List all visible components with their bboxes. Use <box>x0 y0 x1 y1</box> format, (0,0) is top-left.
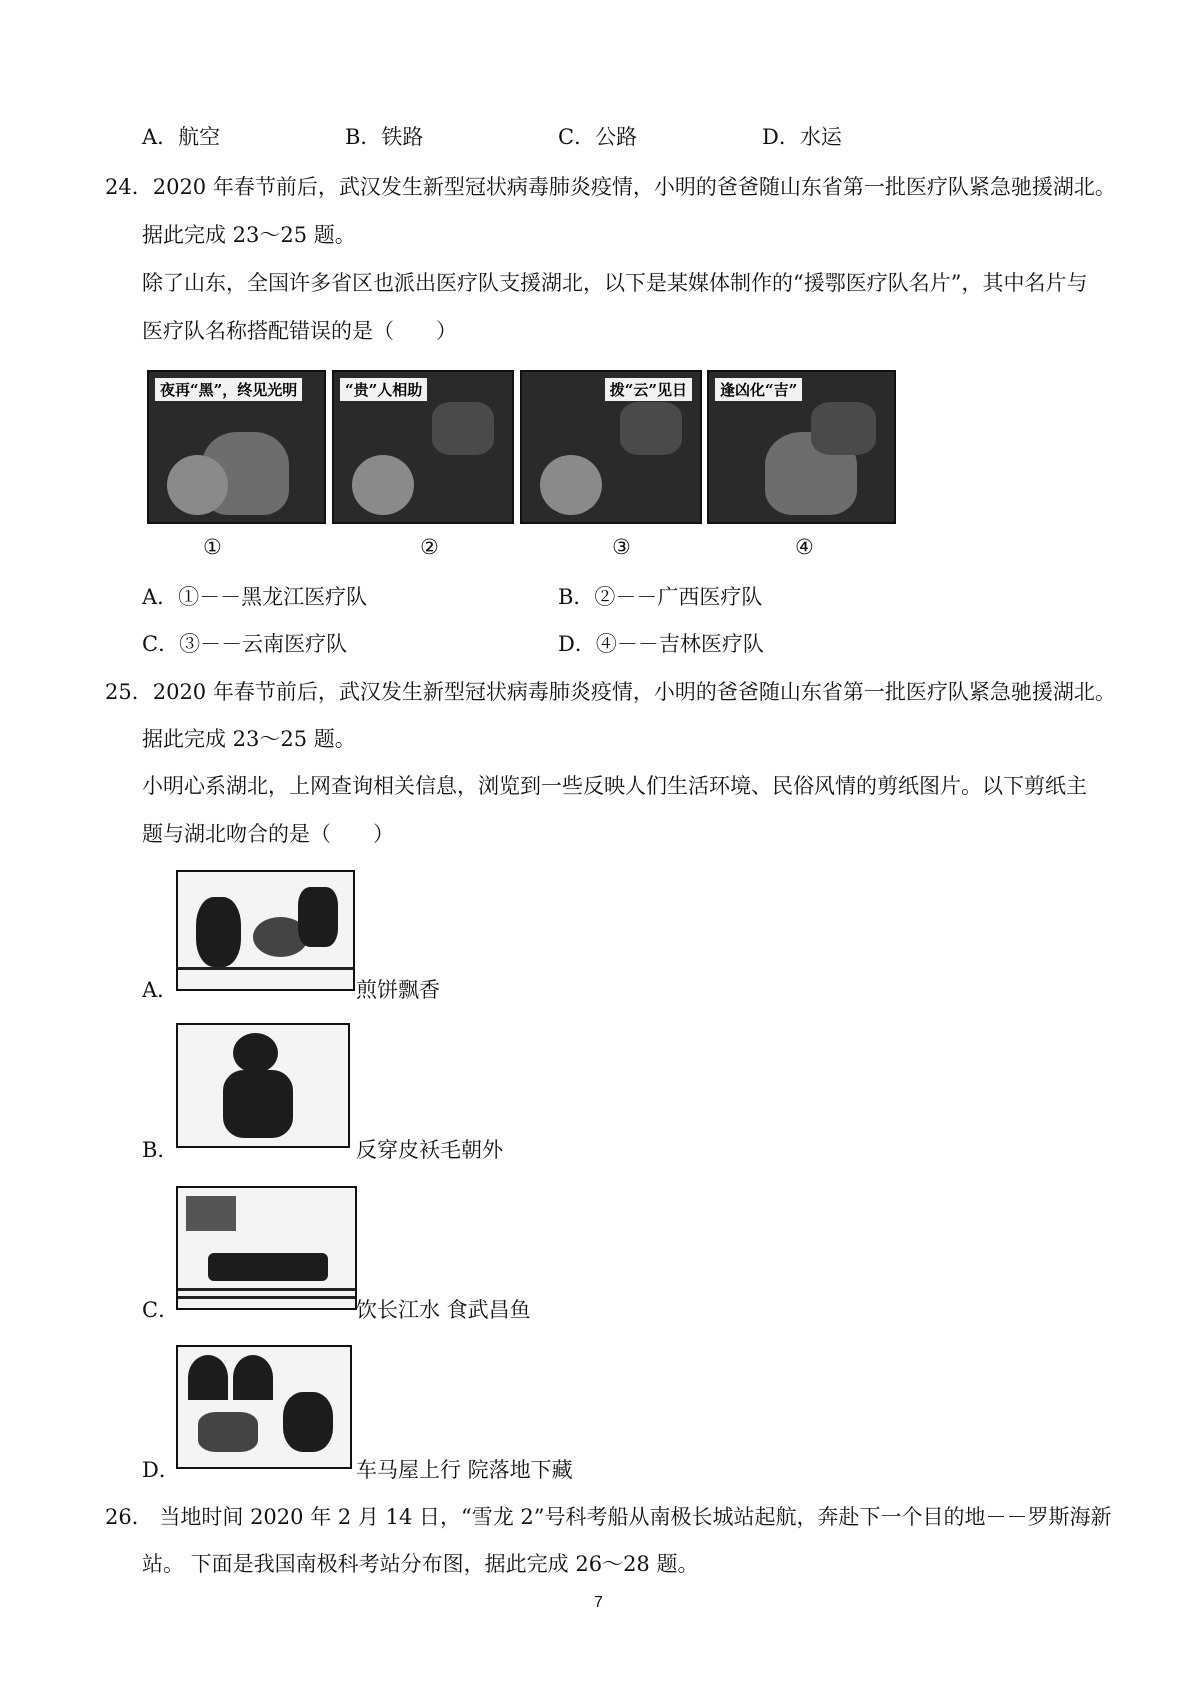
q25-body-line1: 小明心系湖北，上网查询相关信息，浏览到一些反映人们生活环境、民俗风情的剪纸图片。以下剪纸主 <box>142 774 1087 798</box>
q26-stem-line2: 站。 下面是我国南极科考站分布图，据此完成 26～28 题。 <box>142 1552 699 1576</box>
q23-option-a: A．航空 <box>142 125 221 149</box>
q25-papercut-c <box>176 1186 357 1310</box>
q23-option-b: B．铁路 <box>345 125 424 149</box>
q24-image-3 <box>520 370 702 524</box>
q24-option-b: B．②－－广西医疗队 <box>558 585 763 609</box>
q25-option-a-text: 煎饼飘香 <box>356 978 440 1002</box>
q24-image-4 <box>707 370 896 524</box>
q24-image-3-caption: 拨“云”见日 <box>605 378 692 401</box>
q24-image-1 <box>147 370 326 524</box>
q24-image-1-caption: 夜再“黑”，终见光明 <box>155 378 302 401</box>
q24-stem-line2: 据此完成 23～25 题。 <box>142 223 356 247</box>
q25-papercut-d <box>176 1345 352 1469</box>
q25-option-a-letter: A． <box>142 978 179 1002</box>
q25-option-c-text: 饮长江水 食武昌鱼 <box>356 1298 531 1322</box>
q24-image-2-caption: “贵”人相助 <box>340 378 427 401</box>
q24-option-c: C．③－－云南医疗队 <box>142 632 348 656</box>
q24-image-2-label: ② <box>420 535 439 559</box>
q23-option-c: C．公路 <box>558 125 638 149</box>
q23-option-d: D．水运 <box>762 125 842 149</box>
q25-option-d-letter: D． <box>142 1458 180 1482</box>
q24-stem-line1: 24．2020 年春节前后，武汉发生新型冠状病毒肺炎疫情，小明的爸爸随山东省第一批医疗队紧急驰援湖北。 <box>105 175 1116 199</box>
q24-image-2 <box>332 370 514 524</box>
q24-option-d: D．④－－吉林医疗队 <box>558 632 764 656</box>
q24-image-1-label: ① <box>203 535 222 559</box>
q25-papercut-a <box>176 870 355 991</box>
q25-papercut-b <box>176 1023 350 1148</box>
q25-stem-line1: 25．2020 年春节前后，武汉发生新型冠状病毒肺炎疫情，小明的爸爸随山东省第一批医疗队紧急驰援湖北。 <box>105 680 1116 704</box>
page-number: 7 <box>594 1594 603 1611</box>
q24-image-4-label: ④ <box>795 535 814 559</box>
q24-image-3-label: ③ <box>612 535 631 559</box>
q24-option-a: A．①－－黑龙江医疗队 <box>142 585 368 609</box>
q24-image-4-caption: 逢凶化“吉” <box>715 378 802 401</box>
q25-option-c-letter: C． <box>142 1298 180 1322</box>
q24-body-line1: 除了山东，全国许多省区也派出医疗队支援湖北，以下是某媒体制作的“援鄂医疗队名片”，其中名片与 <box>142 271 1088 295</box>
q25-option-b-letter: B． <box>142 1138 179 1162</box>
q25-option-d-text: 车马屋上行 院落地下藏 <box>356 1458 573 1482</box>
q24-body-line2: 医疗队名称搭配错误的是（ ） <box>142 319 457 343</box>
q25-stem-line2: 据此完成 23～25 题。 <box>142 727 356 751</box>
q26-stem-line1: 26． 当地时间 2020 年 2 月 14 日，“雪龙 2”号科考船从南极长城站起航，奔赴下一个目的地－－罗斯海新 <box>105 1505 1112 1529</box>
q25-option-b-text: 反穿皮袄毛朝外 <box>356 1138 503 1162</box>
q25-body-line2: 题与湖北吻合的是（ ） <box>142 822 394 846</box>
